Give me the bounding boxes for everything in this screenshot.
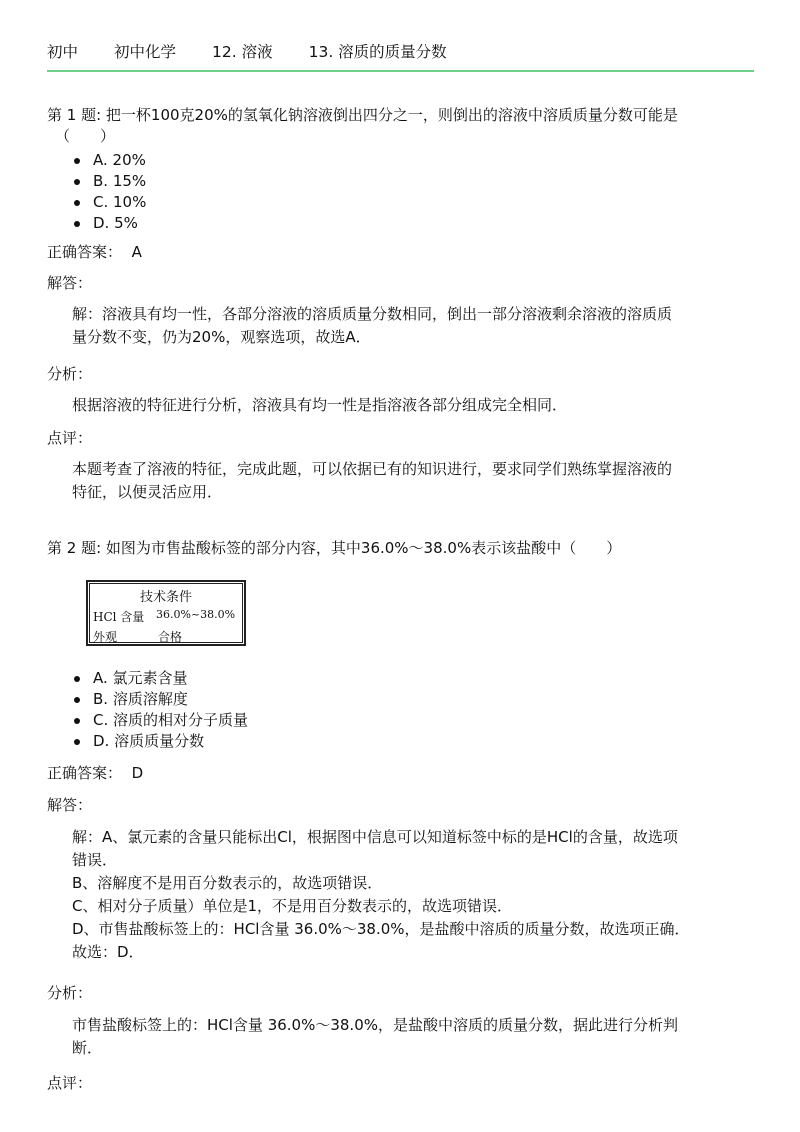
question-1-solution (47, 303, 737, 349)
label-row-content-name: HCl 含量 (93, 610, 145, 624)
option-a[interactable] (47, 150, 737, 171)
option-d[interactable] (47, 213, 737, 234)
label-row-appearance-name: 外观 (93, 630, 118, 644)
solution-line: 解：A、氯元素的含量只能标出Cl，根据图中信息可以知道标签中标的是HCl的含量，故选项 (72, 828, 678, 846)
option-b[interactable] (47, 689, 737, 710)
answer-value: A (131, 243, 142, 261)
option-d[interactable] (47, 731, 737, 752)
solution-line: B、溶解度不是用百分数表示的，故选项错误． (72, 874, 383, 892)
option-label: B. 溶质溶解度 (93, 690, 188, 708)
breadcrumb-item-level[interactable]: 初中 (47, 43, 79, 61)
header-divider (47, 70, 754, 72)
solution-line: C、相对分子质量）单位是1，不是用百分数表示的，故选项错误． (72, 897, 513, 915)
question-2-answer-row (47, 763, 737, 784)
analysis-line: 市售盐酸标签上的：HCl含量 36.0%～38.0%，是盐酸中溶质的质量分数，据此进行分析判 (72, 1016, 678, 1034)
bullet-icon (74, 718, 80, 724)
option-label: B. 15% (93, 172, 147, 190)
bullet-icon (74, 179, 80, 185)
breadcrumb-item-chapter[interactable]: 12. 溶液 (212, 43, 273, 61)
breadcrumb-item-subject[interactable]: 初中化学 (114, 43, 177, 61)
question-1-title: 第 1 题: 把一杯100克20%的氢氧化钠溶液倒出四分之一，则倒出的溶液中溶质质量分数可能是 (47, 106, 678, 124)
question-2-analysis (47, 1014, 737, 1060)
comment-label: 点评： (47, 429, 93, 447)
label-row-content (93, 608, 144, 625)
solution-label: 解答： (47, 796, 93, 814)
analysis-line: 断． (72, 1039, 103, 1057)
option-label: C. 溶质的相对分子质量 (93, 711, 249, 729)
analysis-label: 分析： (47, 365, 93, 383)
question-2-title: 第 2 题: 如图为市售盐酸标签的部分内容，其中36.0%～38.0%表示该盐酸中（ ） (47, 539, 622, 557)
question-1-options (47, 150, 737, 234)
question-2-options (47, 668, 737, 752)
hcl-label-image (86, 580, 246, 646)
question-1-comment (47, 458, 737, 504)
question-1-title-bracket: （ ） (55, 127, 116, 145)
breadcrumb-item-section[interactable]: 13. 溶质的质量分数 (308, 43, 447, 61)
question-1-analysis (47, 394, 737, 417)
solution-line: D、市售盐酸标签上的：HCl含量 36.0%～38.0%，是盐酸中溶质的质量分数，故选项正确． (72, 920, 690, 938)
option-c[interactable] (47, 710, 737, 731)
solution-line: 量分数不变，仍为20%，观察选项，故选A． (72, 328, 371, 346)
bullet-icon (74, 158, 80, 164)
solution-line: 故选：D． (72, 943, 144, 961)
comment-label: 点评： (47, 1074, 93, 1092)
solution-line: 错误． (72, 851, 118, 869)
bullet-icon (74, 739, 80, 745)
breadcrumb (47, 40, 753, 62)
option-label: D. 溶质质量分数 (93, 732, 205, 750)
question-2 (47, 538, 737, 559)
question-1 (47, 105, 737, 234)
label-row-appearance-value: 合格 (158, 630, 183, 644)
bullet-icon (74, 676, 80, 682)
analysis-label: 分析： (47, 984, 93, 1002)
option-label: A. 氯元素含量 (93, 669, 188, 687)
answer-label: 正确答案： (47, 243, 123, 261)
bullet-icon (74, 200, 80, 206)
option-label: C. 10% (93, 193, 147, 211)
solution-line: 解：溶液具有均一性，各部分溶液的溶质质量分数相同，倒出一部分溶液剩余溶液的溶质质 (72, 305, 673, 323)
solution-label: 解答： (47, 274, 93, 292)
bullet-icon (74, 221, 80, 227)
label-title: 技术条件 (139, 590, 192, 605)
answer-value: D (131, 764, 144, 782)
question-2-solution (47, 826, 737, 964)
bullet-icon (74, 697, 80, 703)
answer-label: 正确答案： (47, 764, 123, 782)
option-label: A. 20% (93, 151, 146, 169)
option-c[interactable] (47, 192, 737, 213)
option-label: D. 5% (93, 214, 138, 232)
comment-line: 本题考查了溶液的特征，完成此题，可以依据已有的知识进行，要求同学们熟练掌握溶液的 (72, 460, 673, 478)
option-a[interactable] (47, 668, 737, 689)
comment-line: 特征，以便灵活应用． (72, 483, 223, 501)
question-1-answer-row (47, 242, 737, 263)
option-b[interactable] (47, 171, 737, 192)
analysis-line: 根据溶液的特征进行分析，溶液具有均一性是指溶液各部分组成完全相同． (72, 396, 568, 414)
label-row-content-value: 36.0%~38.0% (156, 608, 236, 621)
question-2-options-block (47, 668, 737, 752)
